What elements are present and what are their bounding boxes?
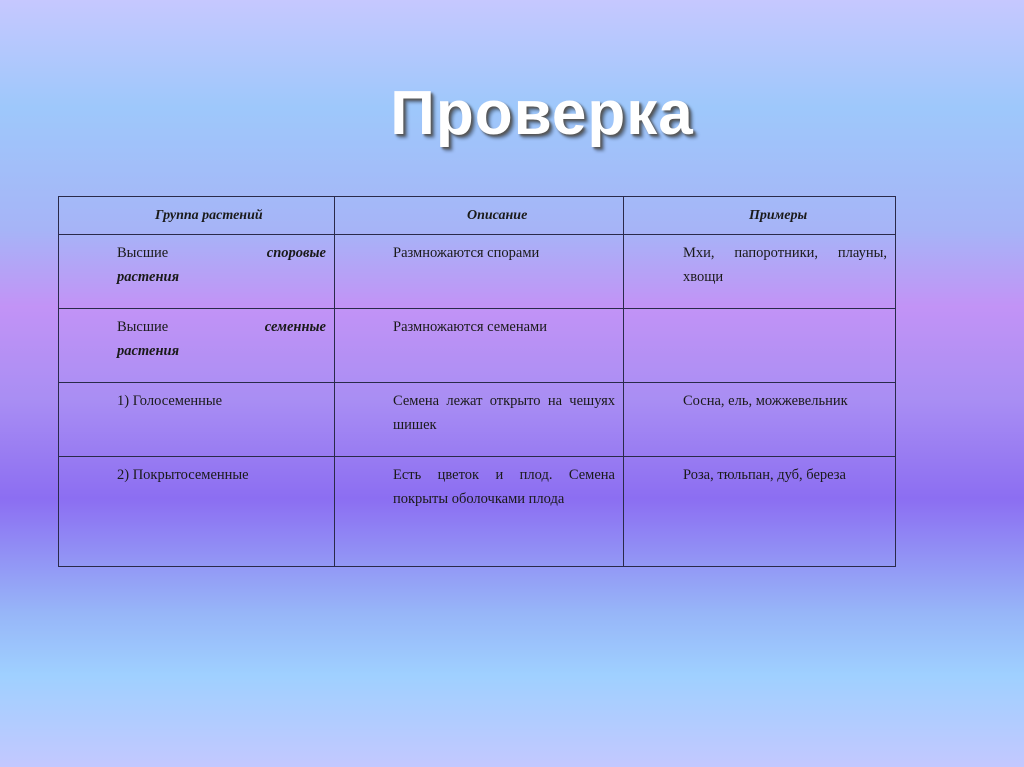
cell-group: 1) Голосеменные xyxy=(59,383,335,457)
cell-group: 2) Покрытосеменные xyxy=(59,457,335,567)
cell-examples: Роза, тюльпан, дуб, береза xyxy=(624,457,896,567)
table-header-row xyxy=(59,197,896,235)
table-row xyxy=(59,383,896,457)
table-row xyxy=(59,457,896,567)
cell-examples xyxy=(624,309,896,383)
header-group: Группа растений xyxy=(59,197,335,235)
header-description: Описание xyxy=(335,197,624,235)
cell-description: Семена лежат открыто на чешуях шишек xyxy=(335,383,624,457)
slide-title: Проверка xyxy=(390,79,694,148)
table-row xyxy=(59,235,896,309)
plant-groups-table xyxy=(58,196,896,567)
cell-examples: Сосна, ель, можжевельник xyxy=(624,383,896,457)
header-examples: Примеры xyxy=(624,197,896,235)
cell-description: Размножаются спорами xyxy=(335,235,624,309)
table-row xyxy=(59,309,896,383)
cell-group: Высшие семенные растения xyxy=(59,309,335,383)
cell-description: Размножаются семенами xyxy=(335,309,624,383)
cell-description: Есть цветок и плод. Семена покрыты оболочками плода xyxy=(335,457,624,567)
cell-group: Высшие споровые растения xyxy=(59,235,335,309)
cell-examples: Мхи, папоротники, плауны, хвощи xyxy=(624,235,896,309)
